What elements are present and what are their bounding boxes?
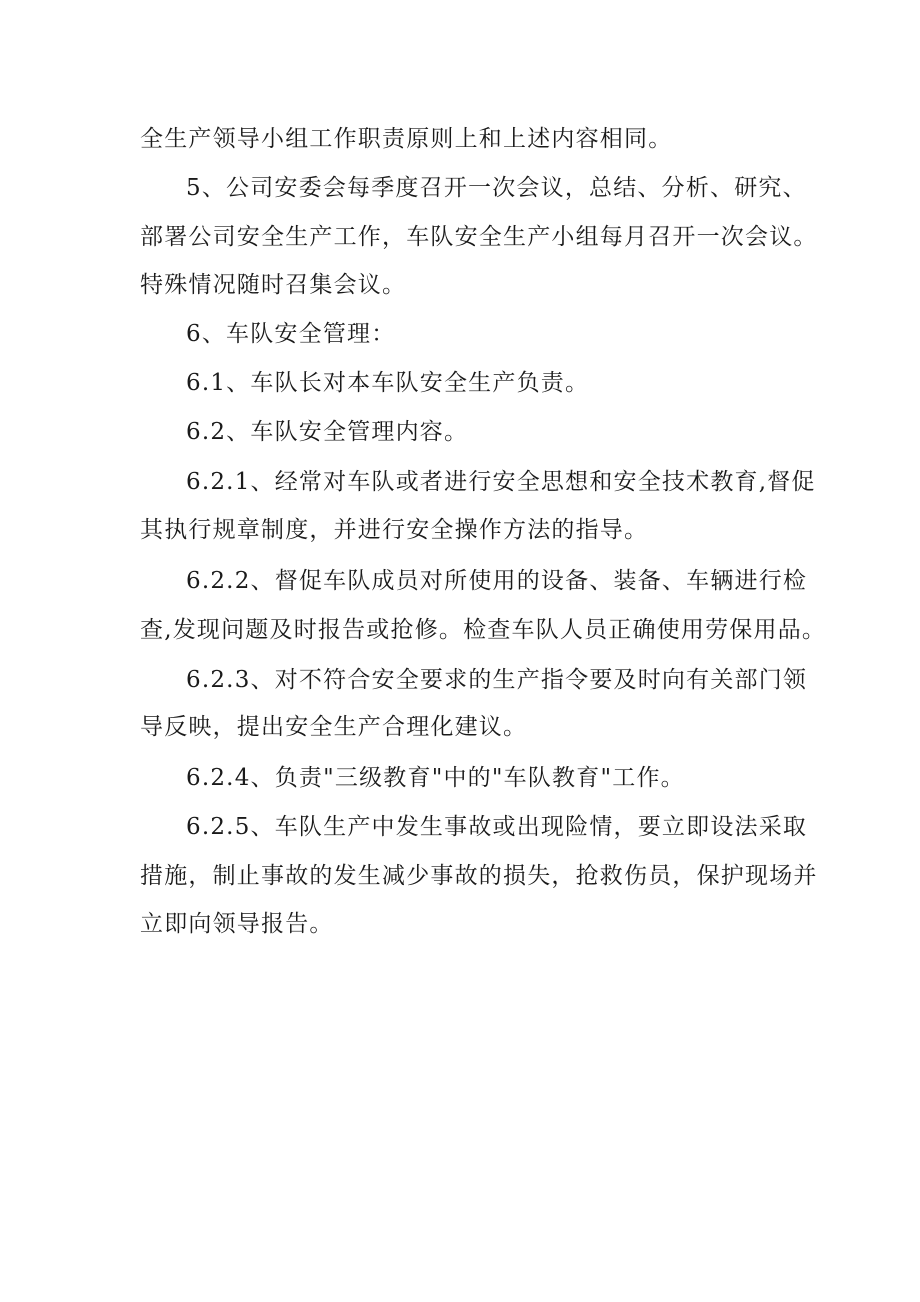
text-line-5: 6、车队安全管理： bbox=[186, 321, 396, 347]
text-line-14: 6.2.4、负责"三级教育"中的"车队教育"工作。 bbox=[186, 765, 685, 791]
text-line-15: 6.2.5、车队生产中发生事故或出现险情，要立即设法采取 bbox=[186, 814, 808, 840]
text-line-3: 部署公司安全生产工作，车队安全生产小组每月召开一次会议。 bbox=[140, 224, 818, 250]
text-line-2: 5、公司安委会每季度召开一次会议，总结、分析、研究、 bbox=[186, 175, 807, 201]
text-line-9: 其执行规章制度，并进行安全操作方法的指导。 bbox=[140, 517, 649, 543]
text-line-12: 6.2.3、对不符合安全要求的生产指令要及时向有关部门领 bbox=[186, 667, 808, 693]
text-line-17: 立即向领导报告。 bbox=[140, 911, 334, 937]
text-line-11: 查,发现问题及时报告或抢修。检查车队人员正确使用劳保用品。 bbox=[140, 617, 827, 643]
text-line-1: 全生产领导小组工作职责原则上和上述内容相同。 bbox=[140, 126, 673, 152]
text-line-8: 6.2.1、经常对车队或者进行安全思想和安全技术教育,督促 bbox=[186, 469, 816, 495]
text-line-13: 导反映，提出安全生产合理化建议。 bbox=[140, 714, 528, 740]
text-line-6: 6.1、车队长对本车队安全生产负责。 bbox=[186, 370, 590, 396]
text-line-10: 6.2.2、督促车队成员对所使用的设备、装备、车辆进行检 bbox=[186, 568, 808, 594]
text-line-4: 特殊情况随时召集会议。 bbox=[140, 272, 407, 298]
text-line-7: 6.2、车队安全管理内容。 bbox=[186, 419, 469, 445]
text-line-16: 措施，制止事故的发生减少事故的损失，抢救伤员，保护现场并 bbox=[140, 863, 818, 889]
